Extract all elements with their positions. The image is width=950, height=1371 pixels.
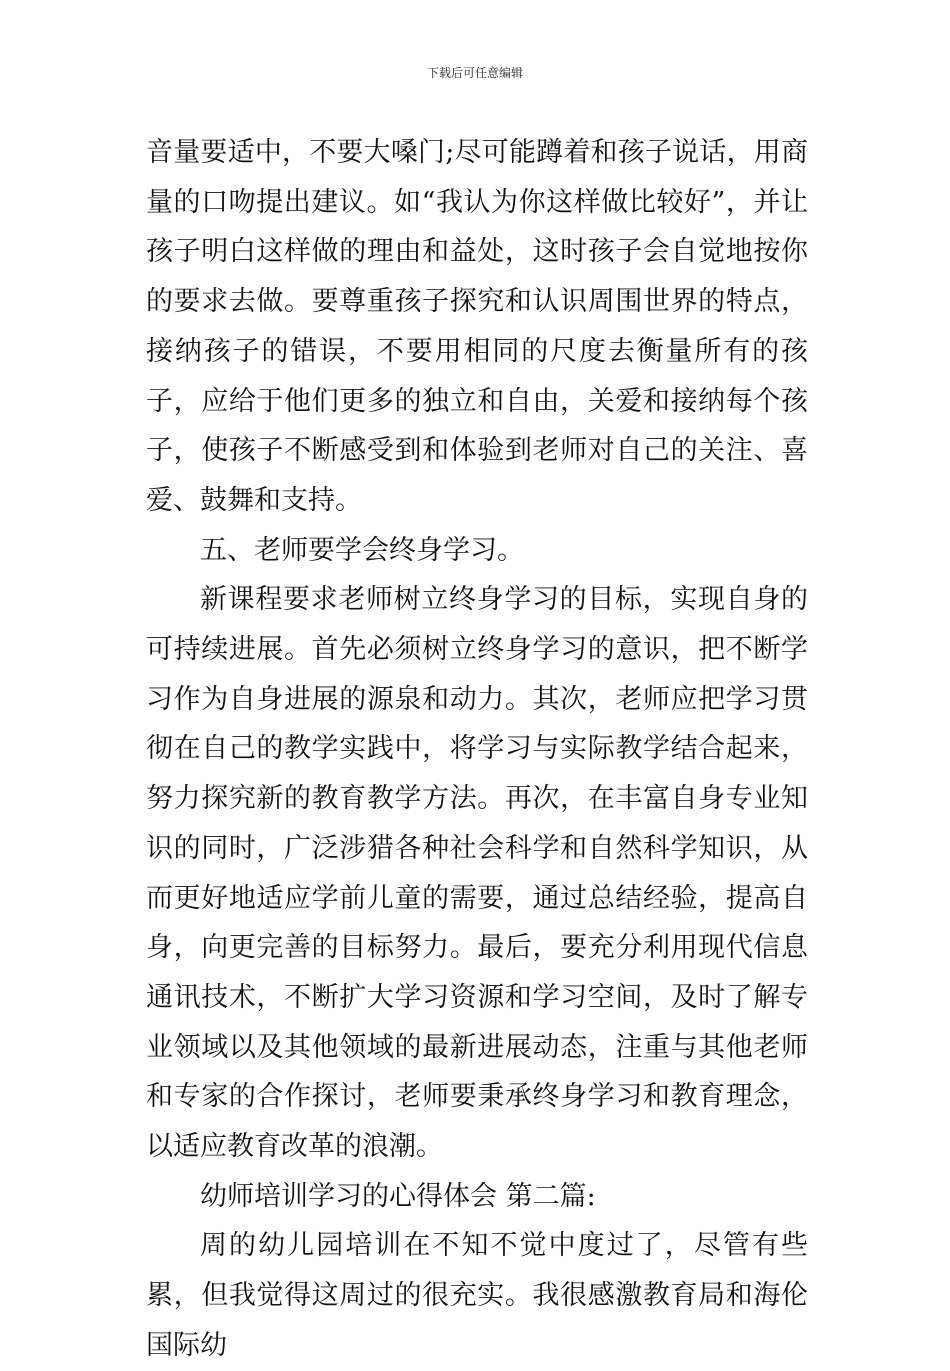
paragraph-second-article-intro: 周的幼儿园培训在不知不觉中度过了，尽管有些累，但我觉得这周过的很充实。我很感激教育局和海伦国际幼 xyxy=(146,1230,808,1361)
section-heading-five: 五、老师要学会终身学习。 xyxy=(200,534,524,566)
article-title-second: 幼师培训学习的心得体会 第二篇: xyxy=(200,1180,596,1212)
paragraph-lifelong-learning: 新课程要求老师树立终身学习的目标，实现自身的可持续进展。首先必须树立终身学习的意识，把不断学习作为自身进展的源泉和动力。其次，老师应把学习贯彻在自己的教学实践中，将学习与实际教学结合起来，努力探究新的教育教学方法。再次，在丰富自身专业知识的同时，广泛涉猎各种社会科学和自然科学知识，从而更好地适应学前儿童的需要，通过总结经验，提高自身，向更完善的目标努力。最后，要充分利用现代信息通讯技术，不断扩大学习资源和学习空间，及时了解专业领域以及其他领域的最新进展动态，注重与其他老师和专家的合作探讨，老师要秉承终身学习和教育理念，以适应教育改革的浪潮。 xyxy=(146,584,808,1163)
document-body xyxy=(146,128,808,1371)
page-header: 下载后可任意编辑 xyxy=(426,66,523,80)
paragraph-continuation: 音量要适中，不要大嗓门;尽可能蹲着和孩子说话，用商量的口吻提出建议。如“我认为你这样做比较好”，并让孩子明白这样做的理由和益处，这时孩子会自觉地按你的要求去做。要尊重孩子探究和认识周围世界的特点，接纳孩子的错误，不要用相同的尺度去衡量所有的孩子，应给于他们更多的独立和自由，关爱和接纳每个孩子，使孩子不断感受到和体验到老师对自己的关注、喜爱、鼓舞和支持。 xyxy=(146,137,808,516)
